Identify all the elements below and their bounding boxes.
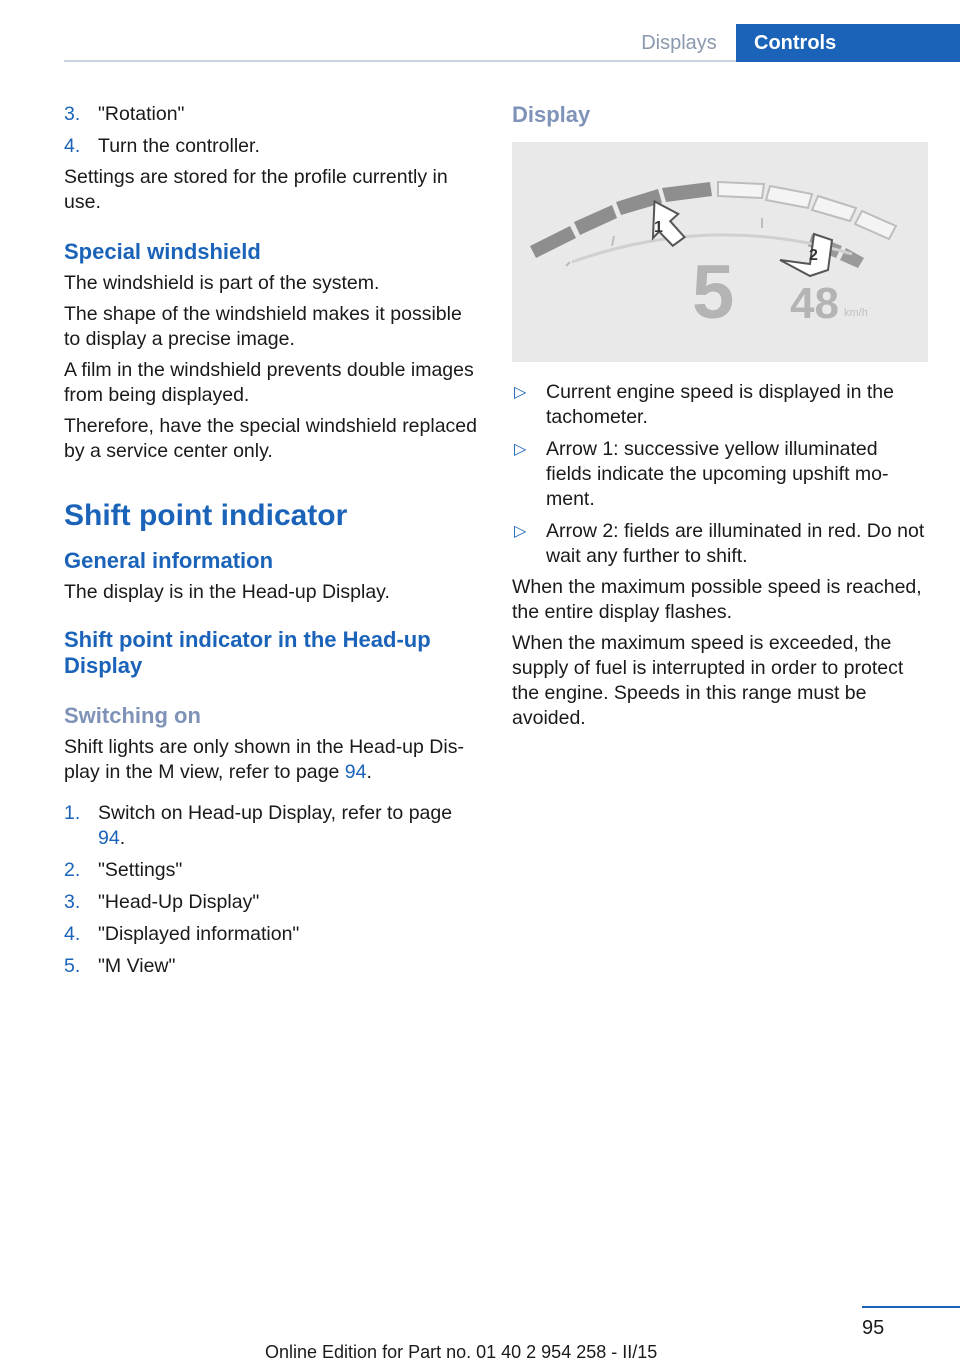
- windshield-paragraph-4: Therefore, have the special windshield replaced by a service center only.: [64, 415, 477, 462]
- step-text: "Head-Up Display": [98, 891, 260, 913]
- windshield-paragraph-1: The windshield is part of the system.: [64, 272, 380, 294]
- step-number: 1.: [64, 802, 81, 824]
- footer-rule: [862, 1306, 960, 1308]
- step-text: Turn the controller.: [98, 135, 260, 157]
- arrow-2-label: 2: [809, 247, 818, 264]
- list-item: [512, 437, 928, 512]
- max-speed-paragraph-1: When the maximum possible speed is reached, the entire display flashes.: [512, 576, 922, 623]
- max-speed-paragraph-2: When the maximum speed is exceeded, the supply of fuel is interrupted in order to protect the engine. Speeds in this range must be avoided.: [512, 632, 904, 729]
- list-item: [64, 954, 478, 979]
- step-number: 2.: [64, 859, 81, 881]
- page-number: 95: [862, 1317, 885, 1339]
- unlit-segments: [718, 182, 896, 239]
- shift-indicator-figure: [512, 142, 928, 362]
- switching-text: Shift lights are only shown in the Head-up Display in the M view, refer to page: [64, 736, 464, 783]
- switching-period: .: [366, 761, 372, 783]
- list-item: [512, 519, 928, 569]
- footer-edition: Online Edition for Part no. 01 40 2 954 258 - II/15: [265, 1342, 658, 1362]
- page-link[interactable]: 94: [344, 761, 367, 783]
- list-item: [64, 801, 478, 851]
- step-number: 4.: [64, 923, 81, 945]
- heading-display: Display: [512, 102, 591, 127]
- step-text: Switch on Head-up Display, refer to page: [98, 802, 453, 824]
- left-column: [64, 102, 478, 986]
- list-item: [512, 380, 928, 430]
- bullet-text: Arrow 2: fields are illuminated in red. Do not wait any further to shift.: [546, 520, 925, 567]
- heading-switching-on: Switching on: [64, 703, 201, 728]
- heading-special-windshield: Special windshield: [64, 239, 261, 264]
- steps-list-a: [64, 102, 478, 159]
- step-text: "Settings": [98, 859, 183, 881]
- triangle-bullet-icon: ▷: [514, 384, 527, 401]
- step-number: 5.: [64, 955, 81, 977]
- heading-shift-point-indicator: Shift point indicator: [64, 499, 348, 532]
- step-number: 4.: [64, 135, 81, 157]
- list-item: [64, 890, 478, 915]
- shift-indicator-illustration: [512, 142, 928, 362]
- windshield-paragraph-3: A film in the windshield prevents double images from being displayed.: [64, 359, 474, 406]
- heading-spi-head-up: Shift point indicator in the Head-up Display: [64, 627, 431, 678]
- list-item: [64, 922, 478, 947]
- gear-number: 5: [692, 250, 735, 335]
- list-item: [64, 134, 478, 159]
- step-number: 3.: [64, 891, 81, 913]
- step-text: "Rotation": [98, 103, 185, 125]
- list-item: [64, 102, 478, 127]
- steps-list-b: [64, 801, 478, 979]
- general-paragraph: The display is in the Head-up Display.: [64, 581, 390, 603]
- triangle-bullet-icon: ▷: [514, 523, 527, 540]
- speed-unit: km/h: [844, 307, 868, 319]
- bullet-list: [512, 380, 928, 569]
- triangle-bullet-icon: ▷: [514, 441, 527, 458]
- step-period: .: [119, 827, 126, 849]
- speed-readout: 48: [790, 279, 839, 328]
- right-column: [512, 102, 928, 731]
- step-text: "Displayed information": [98, 923, 300, 945]
- arrow-1-label: 1: [654, 219, 663, 236]
- list-item: [64, 858, 478, 883]
- settings-paragraph: Settings are stored for the profile currently in use.: [64, 166, 448, 213]
- windshield-paragraph-2: The shape of the windshield makes it possible to display a precise image.: [64, 303, 462, 350]
- bullet-text: Current engine speed is displayed in the tachometer.: [546, 381, 894, 428]
- page-link[interactable]: 94: [98, 827, 120, 849]
- heading-general-information: General information: [64, 548, 274, 573]
- step-text: "M View": [98, 955, 176, 977]
- bullet-text: Arrow 1: successive yellow illuminated fields indicate the upcoming upshift moment.: [546, 438, 889, 510]
- header-tab-displays[interactable]: Displays: [641, 32, 717, 54]
- step-number: 3.: [64, 103, 81, 125]
- switching-paragraph: [64, 735, 478, 785]
- header-tab-controls[interactable]: Controls: [736, 24, 960, 62]
